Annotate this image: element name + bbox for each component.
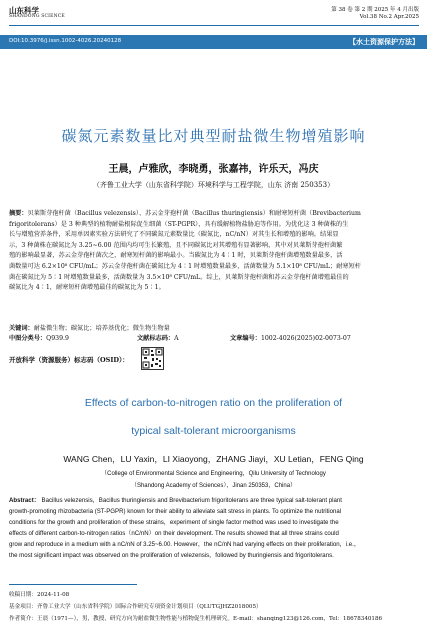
abstract-cn-line: 示，3 种菌株在碳氮比为 3.25~6.00 范围内均可生长繁殖，且不同碳氮比对其增殖有显著影响，其中对贝莱斯芽孢杆菌繁 [9,241,343,249]
abstract-cn-label: 摘要： [9,210,28,217]
abstract-en [9,495,418,561]
classification-number: 中图分类号：Q939.9 [9,335,69,342]
column-label: 【水土资源保护方法】 [349,37,419,46]
affiliation-en-line-2: （Shandong Academy of Sciences），Jinan 250353，China） [130,483,297,489]
abstract-cn-line: 长与增殖营养条件，采用单因素实验方法研究了不同碳氮元素数量比（碳氮比，nC/nN）对其生长和增殖的影响。结果显 [9,231,339,239]
title-en-line-1: Effects of carbon-to-nitrogen ratio on the proliferation of [84,397,343,409]
abstract-cn-line: 碳氮比为 4∶1，耐寒短杆菌增殖最佳的碳氮比为 5∶1。 [9,284,165,292]
doi-text: DOI:10.3976/j.issn.1002-4026.20240128 [9,38,122,44]
issue-info-en: Vol.38 No.2 Apr.2025 [359,14,419,20]
abstract-en-line: the most significant impact was observed on the proliferation of velezensis，followed by thuringiensis and frigoritolerans. [9,552,334,559]
footnote-rule [9,584,137,585]
abstract-cn-line: 殖的影响最显著，苏云金芽孢杆菌次之，耐寒短杆菌的影响最小。当碳氮比为 4∶1 时，贝莱斯芽孢杆菌增殖数量最多，活 [9,252,343,260]
abstract-en-line: Abstract： Bacillus velezensis，Bacillus thuringiensis and Brevibacterium frigoritolerans are three typical salt-tolerant plant [9,497,342,504]
abstract-en-line: grow and reproduce in a medium with a nC/nN of 3.25~6.00. However，the nC/nN had varying effects on their proliferation，i.e.， [9,541,360,548]
article-number: 文章编号：1002-4026(2025)02-0073-07 [230,335,351,342]
osid-label: 开放科学（资源服务）标志码（OSID）： [9,356,129,364]
fund-info: 基金项目：齐鲁工业大学（山东省科学院）国际合作研究专项资金计划项目（QLUTGJHZ2018005） [9,604,262,610]
keywords-text: 耐盐微生物；碳氮比；培养基优化；微生物生物量 [33,325,170,332]
affiliation-cn: （齐鲁工业大学（山东省科学院）环境科学与工程学院，山东 济南 250353） [92,181,335,189]
title-en-line-2: typical salt-tolerant microorganisms [131,425,296,437]
document-code: 文献标志码：A [137,335,179,342]
issue-info-cn: 第 38 卷 第 2 期 2025 年 4 月出版 [331,7,419,13]
keywords-label: 关键词： [9,325,34,332]
abstract-cn-line: 菌在碳氮比为 5∶1 时增殖数量最多，活菌数量为 3.5×10⁸ CFU/mL。综上，贝莱斯芽孢杆菌和苏云金芽孢杆菌增殖最佳的 [9,273,349,281]
abstract-en-line: effects of different carbon-to-nitrogen ratios（nC/nN）on their development. The results showed that all three strains could [9,530,339,537]
abstract-cn-line: 摘要：贝莱斯芽孢杆菌（Bacillus velezensis）、苏云金芽孢杆菌（Bacillus thuringiensis）和耐寒短杆菌（Brevibacterium [9,210,361,217]
abstract-en-line: conditions for the growth and proliferation of these strains，experiment of single factor method was used to investigate the [9,519,339,526]
author-bio: 作者简介：王晨（1971—），男，教授，研究方向为耐盐微生物性能与植物促生机理研究。E-mail：shanqing123@126.com，Tel：18678340186 [9,616,383,622]
abstract-cn-line: 菌数量可达 6.2×10⁸ CFU/mL；苏云金芽孢杆菌在碳氮比为 4∶1 时增殖数量最多，活菌数量为 5.1×10⁸ CFU/mL；耐寒短杆 [9,262,361,270]
osid-qr-code[interactable] [141,347,164,370]
authors-cn: 王晨，卢雅欣，李晓勇，张嘉祎，许乐天，冯庆 [108,164,319,175]
header-rule [9,25,419,26]
received-date: 收稿日期：2024-11-08 [9,592,70,598]
abstract-cn [9,209,418,294]
abstract-en-line: growth-promoting rhizobacteria (ST-PGPR) known for their ability to alleviate salt stress in plants. To optimize the nutritional [9,508,342,515]
keywords-cn [9,323,170,332]
title-cn: 碳氮元素数量比对典型耐盐微生物增殖影响 [61,127,366,145]
affiliation-en-line-1: （College of Environmental Science and Engineering，Qilu University of Technology [101,471,326,477]
journal-name-cn: 山东科学 [9,6,39,15]
journal-name-en: SHANDONG SCIENCE [9,14,65,19]
abstract-en-label: Abstract： [9,497,40,504]
authors-en: WANG Chen，LU Yaxin，LI Xiaoyong，ZHANG Jiayi，XU Letian，FENG Qing [63,454,364,464]
abstract-cn-line: frigoritolerans）是 3 种典型的植物耐盐根际促生细菌（ST-PGPR），具有缓解植物盐胁迫等作用。为优化这 3 种菌株的生 [9,220,349,228]
